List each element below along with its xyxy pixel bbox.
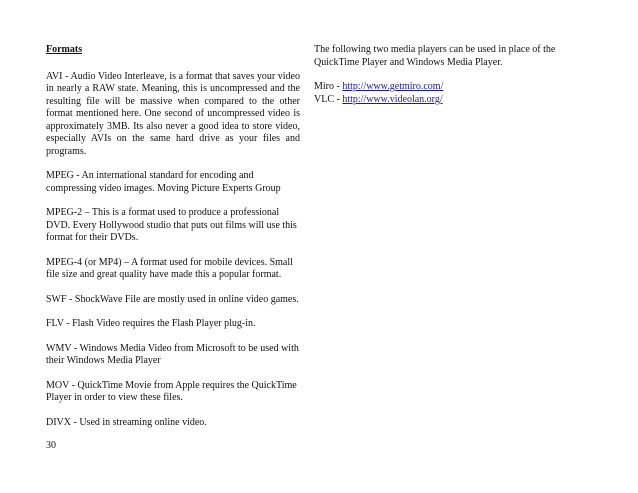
page-number: 30 <box>46 440 56 451</box>
formats-heading: Formats <box>46 44 83 55</box>
right-column <box>314 44 572 106</box>
media-players-intro: The following two media players can be used in place of the QuickTime Player and Windows Media Player. <box>314 44 556 68</box>
player-miro <box>314 81 572 94</box>
left-column <box>46 44 300 441</box>
swf-paragraph: SWF - ShockWave File are mostly used in online video games. <box>46 293 299 305</box>
miro-link[interactable]: http://www.getmiro.com/ <box>342 81 444 92</box>
divx-paragraph: DIVX - Used in streaming online video. <box>46 416 207 428</box>
mpeg4-paragraph: MPEG-4 (or MP4) – A format used for mobile devices. Small file size and great quality have made this a popular format. <box>46 256 293 280</box>
player-vlc <box>314 94 572 107</box>
vlc-link[interactable]: http://www.videolan.org/ <box>342 93 443 105</box>
player-vlc-label: VLC - <box>314 93 343 105</box>
wmv-paragraph: WMV - Windows Media Video from Microsoft to be used with their Windows Media Player <box>46 342 299 366</box>
flv-paragraph: FLV - Flash Video requires the Flash Player plug-in. <box>46 318 256 329</box>
mpeg-paragraph: MPEG - An international standard for encoding and compressing video images. Moving Picture Experts Group <box>46 170 281 194</box>
mpeg2-paragraph: MPEG-2 – This is a format used to produce a professional DVD. Every Hollywood studio that puts out films will use this format for their DVDs. <box>46 207 297 243</box>
player-miro-label: Miro - <box>314 81 343 92</box>
avi-paragraph: AVI - Audio Video Interleave, is a format that saves your video in nearly a RAW state. Meaning, this is uncompressed and the resulting file will be massive when compared to the other format mentioned here. One second of uncompressed video is approximately 3MB. Its also never a good idea to store video, especially AVIs on the same hard drive as your files and programs. <box>46 70 300 157</box>
mov-paragraph: MOV - QuickTime Movie from Apple requires the QuickTime Player in order to view these files. <box>46 379 297 403</box>
